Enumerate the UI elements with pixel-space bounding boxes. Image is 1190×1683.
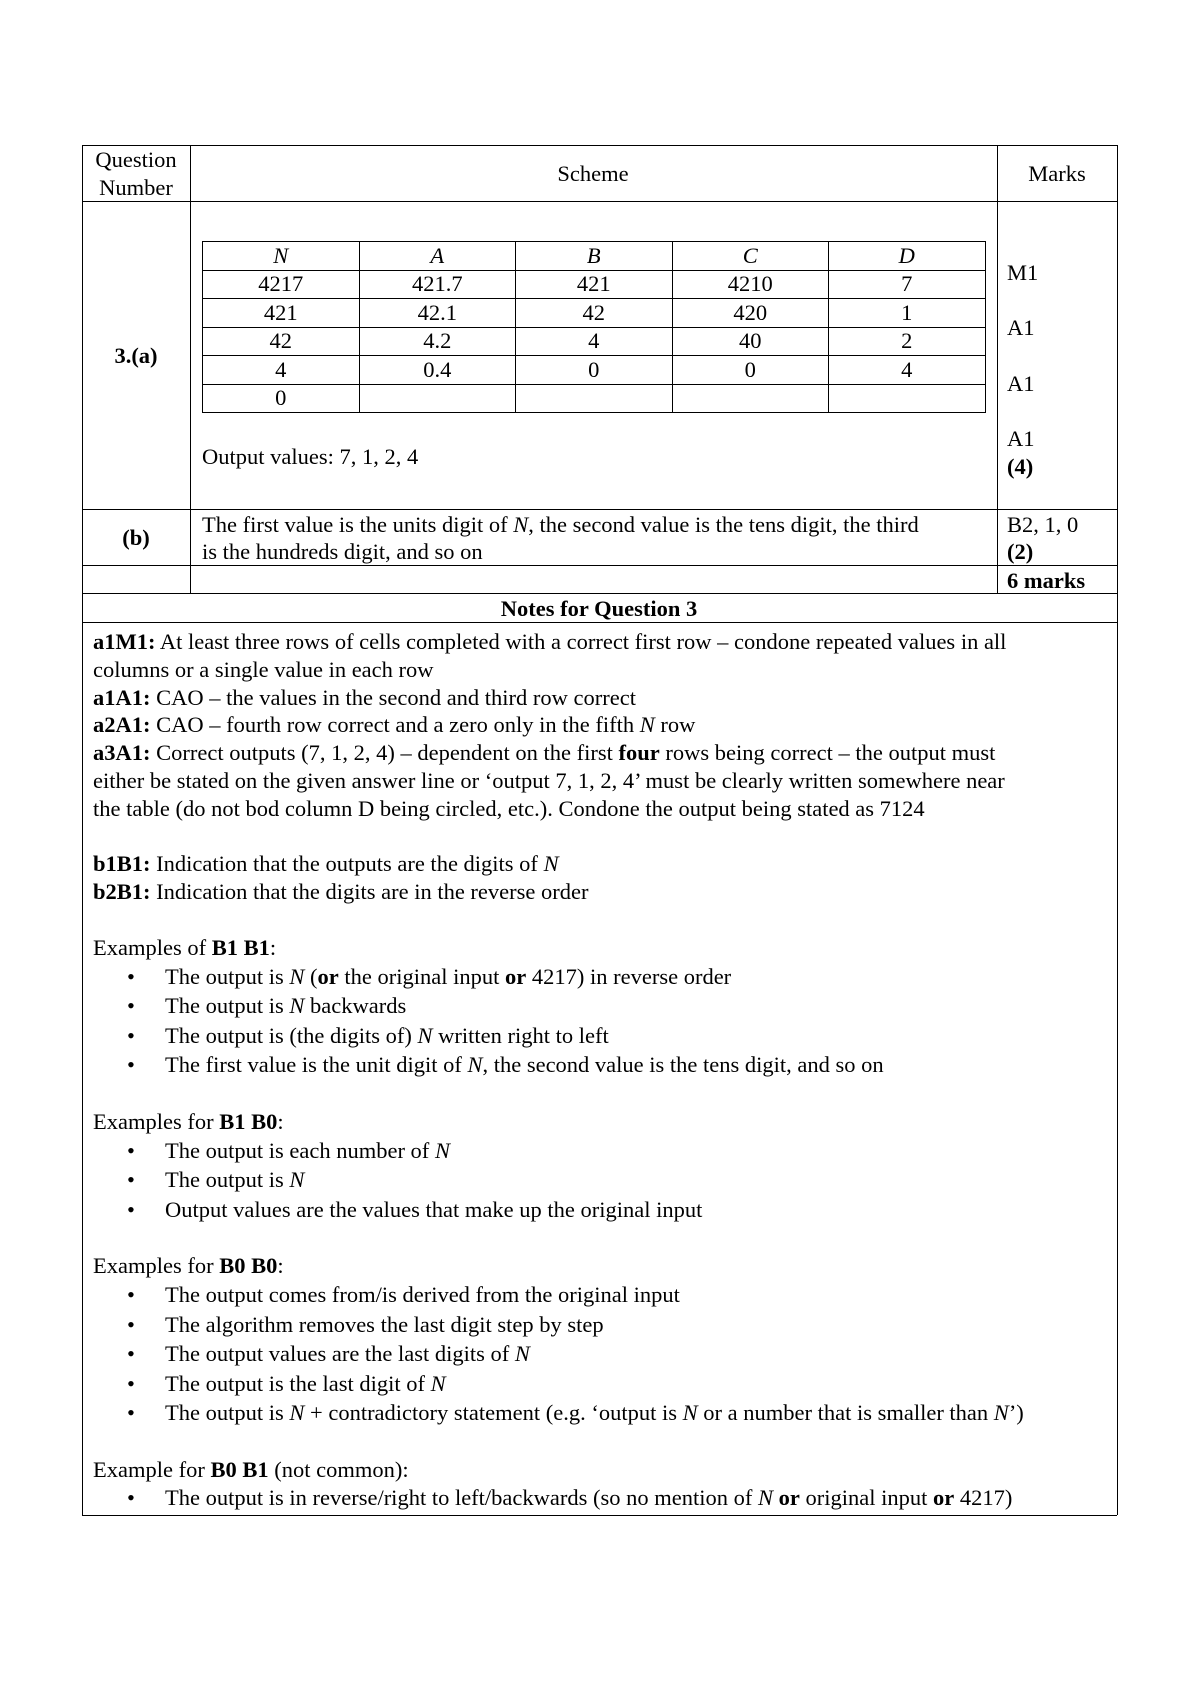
text-run: N — [289, 1167, 305, 1193]
note-line — [93, 739, 1113, 767]
bullet-item — [93, 1369, 1113, 1399]
table-cell: 40 — [672, 327, 829, 356]
blank-line — [93, 1080, 1113, 1108]
text-run: the original input — [338, 963, 505, 989]
table-border-right — [1117, 145, 1118, 1515]
table-cell: 4 — [516, 327, 673, 356]
text-run: The output is the last digit of — [165, 1370, 431, 1396]
note-line — [93, 878, 1113, 906]
column-header-n: N — [203, 242, 360, 271]
text-run: CAO – fourth row correct and a zero only in the fifth — [150, 712, 640, 738]
column-header-a: A — [359, 242, 516, 271]
table-row — [203, 299, 986, 328]
text-run: N — [289, 963, 305, 989]
text-run: either be stated on the given answer line or ‘output 7, 1, 2, 4’ must be clearly written somewhere near — [93, 767, 1005, 793]
bullet-icon: • — [127, 1137, 135, 1163]
text-run: , the second value is the tens digit, the third — [528, 512, 919, 537]
table-cell: 421.7 — [359, 270, 516, 299]
text-run: B0 B0 — [219, 1253, 278, 1279]
text-run: the table (do not bod column D being circled, etc.). Condone the output being stated as 7124 — [93, 795, 925, 821]
bullet-item — [93, 991, 1113, 1021]
text-run: , the second value is the tens digit, and so on — [482, 1052, 884, 1078]
notes-body — [93, 628, 1113, 1513]
text-run: The output comes from/is derived from the original input — [165, 1281, 680, 1307]
bullet-icon: • — [127, 1400, 135, 1426]
text-run: Indication that the outputs are the digits of — [150, 851, 544, 877]
mark-m1: M1 — [1007, 260, 1039, 285]
header-scheme: Scheme — [557, 161, 629, 186]
bullet-icon: • — [127, 1022, 135, 1048]
text-run: The output is (the digits of) — [165, 1022, 418, 1048]
table-cell: 42 — [203, 327, 360, 356]
mark-a1: A1 — [1007, 371, 1035, 396]
bullet-icon: • — [127, 1341, 135, 1367]
text-run: The output is — [165, 1400, 290, 1426]
column-header-b: B — [516, 242, 673, 271]
bullet-item — [93, 1339, 1113, 1369]
notes-title: Notes for Question 3 — [500, 596, 698, 621]
table-border-left — [82, 145, 83, 1515]
table-cell: 420 — [672, 299, 829, 328]
text-run: columns or a single value in each row — [93, 656, 434, 682]
bullet-icon: • — [127, 1485, 135, 1511]
text-run: The output is in reverse/right to left/backwards (so no mention of — [165, 1485, 758, 1511]
text-run: The first value is the unit digit of — [165, 1052, 468, 1078]
text-run: a2A1: — [93, 712, 151, 738]
total-marks: 6 marks — [1007, 568, 1086, 593]
table-cell: 42 — [516, 299, 673, 328]
text-run: N — [417, 1022, 433, 1048]
bullet-item — [93, 1050, 1113, 1080]
text-run: row — [654, 712, 696, 738]
text-run: B1 B1 — [211, 934, 270, 960]
text-run: backwards — [304, 993, 407, 1019]
text-run: 4217) — [954, 1485, 1013, 1511]
note-line — [93, 656, 1113, 684]
table-cell: 4 — [829, 356, 986, 385]
mark-subtotal-a: (4) — [1007, 454, 1034, 479]
row-a-divider — [82, 509, 1117, 510]
text-run: Example for — [93, 1456, 211, 1482]
bullet-item — [93, 1398, 1113, 1428]
text-run: N — [993, 1400, 1009, 1426]
table-cell: 421 — [516, 270, 673, 299]
table-cell: 0 — [516, 356, 673, 385]
text-run: At least three rows of cells completed with a correct first row – condone repeated values in all — [155, 629, 1007, 654]
table-cell — [672, 384, 829, 413]
total-row-divider — [82, 593, 1117, 594]
table-cell: 4210 — [672, 270, 829, 299]
table-cell: 1 — [829, 299, 986, 328]
bullet-item — [93, 1195, 1113, 1225]
bullet-icon: • — [127, 1370, 135, 1396]
bullet-item — [93, 1165, 1113, 1195]
text-run: a1M1: — [93, 629, 156, 654]
bullet-icon: • — [127, 1052, 135, 1078]
header-marks: Marks — [1028, 161, 1086, 186]
table-cell: 7 — [829, 270, 986, 299]
column-header-c: C — [672, 242, 829, 271]
text-run: CAO – the values in the second and third row correct — [150, 684, 636, 710]
question-column-divider — [190, 145, 191, 593]
text-run: or — [778, 1485, 800, 1511]
text-run: The first value is the units digit of — [202, 512, 514, 537]
text-run: N — [513, 512, 529, 537]
table-cell: 4 — [203, 356, 360, 385]
table-row — [203, 270, 986, 299]
text-run: Examples for — [93, 1253, 220, 1279]
part-b-answer-line — [202, 511, 919, 539]
bullet-icon: • — [127, 1196, 135, 1222]
note-line — [93, 795, 1113, 823]
text-run: The output values are the last digits of — [165, 1341, 515, 1367]
text-run: The output is — [165, 993, 290, 1019]
text-run: or — [933, 1485, 955, 1511]
bullet-item — [93, 1136, 1113, 1166]
text-run: Output values are the values that make up the original input — [165, 1196, 703, 1222]
text-run: N — [758, 1485, 774, 1511]
question-label-b: (b) — [122, 525, 150, 550]
table-border-bottom — [82, 1515, 1117, 1516]
text-run: N — [434, 1137, 450, 1163]
note-line — [93, 767, 1113, 795]
bullet-item — [93, 1310, 1113, 1340]
bullet-icon: • — [127, 963, 135, 989]
note-line — [93, 1456, 1113, 1484]
text-run: Examples of — [93, 934, 212, 960]
text-run: The output is each number of — [165, 1137, 435, 1163]
table-cell: 0 — [672, 356, 829, 385]
trace-table-header-row — [203, 242, 986, 271]
table-cell — [829, 384, 986, 413]
blank-line — [93, 906, 1113, 934]
header-question-line2: Number — [99, 175, 173, 200]
header-divider — [82, 201, 1117, 202]
text-run: original input — [799, 1485, 934, 1511]
text-run: written right to left — [432, 1022, 609, 1048]
text-run: N — [430, 1370, 446, 1396]
question-label-3a: 3.(a) — [114, 343, 158, 368]
text-run: B0 B1 — [210, 1456, 269, 1482]
text-run: N — [514, 1341, 530, 1367]
text-run: Indication that the digits are in the reverse order — [150, 879, 589, 905]
text-run: Correct outputs (7, 1, 2, 4) – dependent on the first — [150, 740, 619, 766]
note-line — [93, 711, 1113, 739]
table-row — [203, 356, 986, 385]
text-run: N — [289, 1400, 305, 1426]
text-run: b2B1: — [93, 879, 151, 905]
column-header-d: D — [829, 242, 986, 271]
blank-line — [93, 1224, 1113, 1252]
table-border-top — [82, 145, 1117, 146]
note-line — [93, 934, 1113, 962]
text-run: rows being correct – the output must — [659, 740, 996, 766]
text-run: : — [277, 1108, 284, 1134]
bullet-icon: • — [127, 1167, 135, 1193]
text-run: (not common): — [268, 1456, 409, 1482]
table-cell — [359, 384, 516, 413]
text-run: a3A1: — [93, 740, 151, 766]
blank-line — [93, 1428, 1113, 1456]
text-run: B1 B0 — [219, 1108, 278, 1134]
header-question-line1: Question — [95, 147, 177, 172]
text-run: N — [639, 712, 655, 738]
text-run: or a number that is smaller than — [697, 1400, 994, 1426]
text-run: or — [317, 963, 339, 989]
note-line — [93, 628, 1113, 656]
marks-column-divider — [997, 145, 998, 593]
part-b-answer-line — [202, 538, 483, 566]
text-run: ( — [304, 963, 318, 989]
bullet-icon: • — [127, 993, 135, 1019]
table-cell: 4217 — [203, 270, 360, 299]
table-cell: 0 — [203, 384, 360, 413]
text-run: is the hundreds digit, and so on — [202, 539, 483, 564]
note-line — [93, 1108, 1113, 1136]
text-run: The output is — [165, 1167, 290, 1193]
text-run: N — [543, 851, 559, 877]
table-cell: 421 — [203, 299, 360, 328]
note-line — [93, 1252, 1113, 1280]
text-run: N — [682, 1400, 698, 1426]
text-run: four — [618, 740, 660, 766]
table-cell: 0.4 — [359, 356, 516, 385]
text-run: ’) — [1008, 1400, 1024, 1426]
trace-table — [202, 241, 986, 413]
text-run: a1A1: — [93, 684, 151, 710]
table-row — [203, 384, 986, 413]
text-run: N — [467, 1052, 483, 1078]
text-run: + contradictory statement (e.g. ‘output is — [304, 1400, 683, 1426]
blank-line — [93, 823, 1113, 851]
note-line — [93, 684, 1113, 712]
mark-b: B2, 1, 0 — [1007, 512, 1079, 537]
text-run: : — [277, 1253, 284, 1279]
text-run: Examples for — [93, 1108, 220, 1134]
mark-a1: A1 — [1007, 315, 1035, 340]
bullet-item — [93, 962, 1113, 992]
text-run: The algorithm removes the last digit step by step — [165, 1311, 604, 1337]
table-cell: 4.2 — [359, 327, 516, 356]
text-run: N — [289, 993, 305, 1019]
text-run: b1B1: — [93, 851, 151, 877]
table-cell: 42.1 — [359, 299, 516, 328]
mark-subtotal-b: (2) — [1007, 539, 1034, 564]
table-cell: 2 — [829, 327, 986, 356]
bullet-item — [93, 1483, 1113, 1513]
text-run: or — [505, 963, 527, 989]
text-run: : — [269, 934, 277, 960]
bullet-icon: • — [127, 1281, 135, 1307]
output-values: Output values: 7, 1, 2, 4 — [202, 444, 419, 469]
note-line — [93, 850, 1113, 878]
mark-a1: A1 — [1007, 426, 1035, 451]
text-run: 4217) in reverse order — [526, 963, 732, 989]
bullet-item — [93, 1280, 1113, 1310]
table-cell — [516, 384, 673, 413]
table-row — [203, 327, 986, 356]
text-run: The output is — [165, 963, 290, 989]
bullet-icon: • — [127, 1311, 135, 1337]
bullet-item — [93, 1021, 1113, 1051]
